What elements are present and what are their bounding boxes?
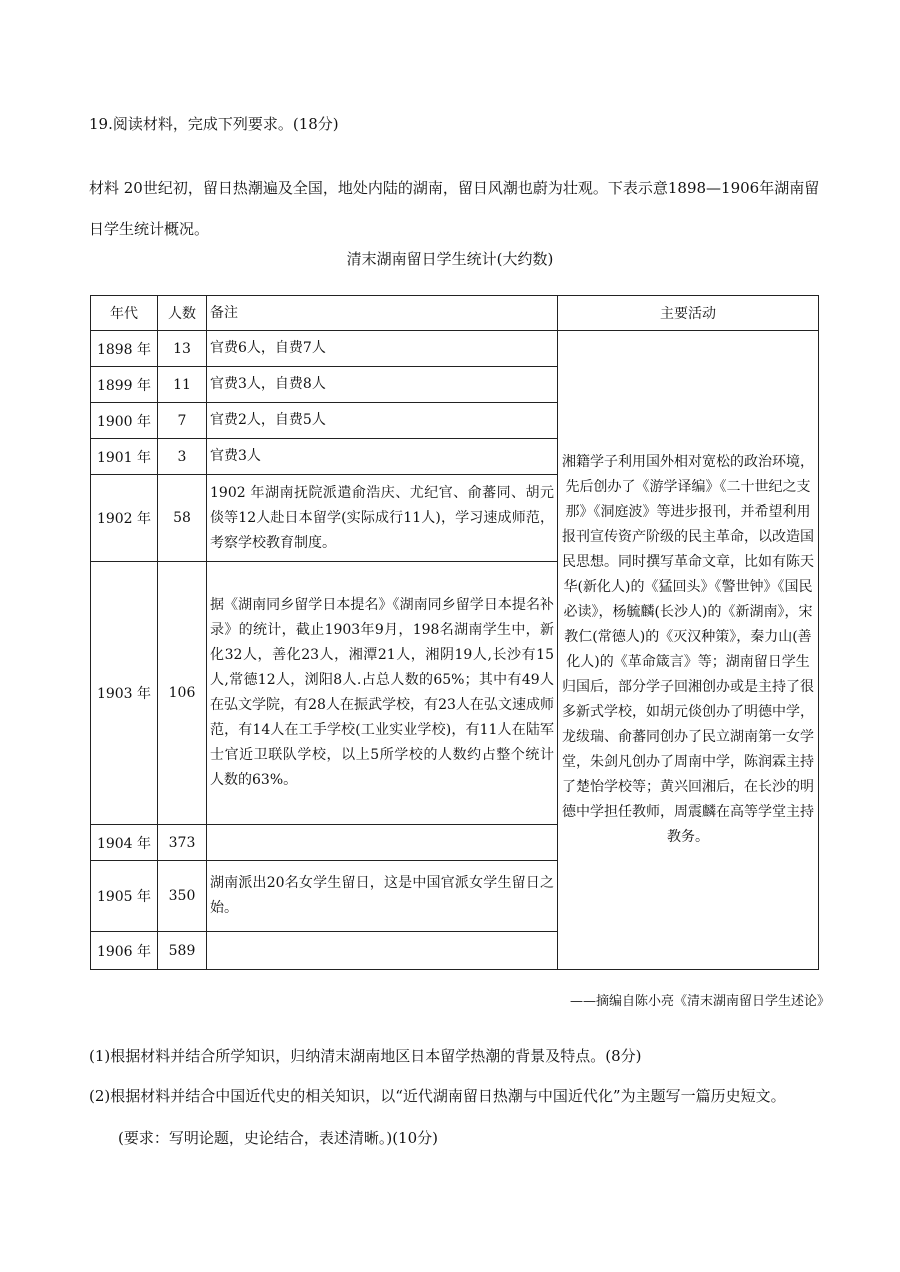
- row-year: 1898 年: [91, 331, 158, 367]
- header-count: 人数: [158, 296, 207, 331]
- header-activity: 主要活动: [558, 296, 819, 331]
- activity-cell: 湘籍学子利用国外相对宽松的政治环境，先后创办了《游学译编》《二十世纪之支那》《洞庭波》等进步报刊，并希望利用报刊宣传资产阶级的民主革命，以改造国民思想。同时撰写革命文章，比如有陈天华(新化人)的《猛回头》《警世钟》《国民必读》，杨毓麟(长沙人)的《新湖南》，宋教仁(常德人)的《灭汉种策》，秦力山(善化人)的《革命箴言》等；湖南留日学生归国后，部分学子回湘创办或是主持了很多新式学校，如胡元倓创办了明德中学，龙绂瑞、俞蕃同创办了民立湖南第一女学堂，朱剑凡创办了周南中学，陈润霖主持了楚怡学校等；黄兴回湘后，在长沙的明德中学担任教师，周震麟在高等学堂主持教务。: [558, 331, 819, 970]
- row-note: 官费3人: [207, 439, 558, 475]
- row-note: 湖南派出20名女学生留日，这是中国官派女学生留日之始。: [207, 861, 558, 932]
- table-header-row: [91, 296, 819, 331]
- row-note: 官费2人，自费5人: [207, 403, 558, 439]
- row-note: 1902 年湖南抚院派遣俞浩庆、尤纪官、俞蕃同、胡元倓等12人赴日本留学(实际成行11人)，学习速成师范，考察学校教育制度。: [207, 475, 558, 562]
- row-year: 1906 年: [91, 932, 158, 970]
- material-text: 材料 20世纪初，留日热潮遍及全国，地处内陆的湖南，留日风潮也蔚为壮观。下表示意1898—1906年湖南留日学生统计概况。: [89, 179, 820, 238]
- requirement-2-note: (要求：写明论题，史论结合，表述清晰。)(10分): [118, 1129, 438, 1147]
- row-count: 13: [158, 331, 207, 367]
- requirement-1: (1)根据材料并结合所学知识，归纳清末湖南地区日本留学热潮的背景及特点。(8分): [89, 1047, 642, 1065]
- row-year: 1905 年: [91, 861, 158, 932]
- row-note: 官费6人，自费7人: [207, 331, 558, 367]
- question-title: 19.阅读材料，完成下列要求。(18分): [89, 115, 339, 133]
- row-note: 官费3人，自费8人: [207, 367, 558, 403]
- row-note: [207, 932, 558, 970]
- row-note: [207, 825, 558, 861]
- row-note: 据《湖南同乡留学日本提名》《湖南同乡留学日本提名补录》的统计，截止1903年9月，198名湖南学生中，新化32人，善化23人，湘潭21人，湘阴19人,长沙有15人,常德12人，浏阳8人.占总人数的65%；其中有49人在弘文学院，有28人在振武学校，有23人在弘文速成师范，有14人在工手学校(工业实业学校)，有11人在陆军士官近卫联队学校，以上5所学校的人数约占整个统计人数的63%。: [207, 562, 558, 825]
- table-row: [91, 331, 819, 367]
- table-title: 清末湖南留日学生统计(大约数): [346, 250, 554, 268]
- row-count: 350: [158, 861, 207, 932]
- row-count: 106: [158, 562, 207, 825]
- row-year: 1904 年: [91, 825, 158, 861]
- row-year: 1899 年: [91, 367, 158, 403]
- table-source: ——摘编自陈小亮《清末湖南留日学生述论》: [569, 994, 830, 1009]
- row-count: 58: [158, 475, 207, 562]
- row-year: 1902 年: [91, 475, 158, 562]
- header-note: 备注: [207, 296, 558, 331]
- row-count: 7: [158, 403, 207, 439]
- row-count: 3: [158, 439, 207, 475]
- row-count: 373: [158, 825, 207, 861]
- row-year: 1903 年: [91, 562, 158, 825]
- row-count: 11: [158, 367, 207, 403]
- row-year: 1900 年: [91, 403, 158, 439]
- header-year: 年代: [91, 296, 158, 331]
- stats-table: [90, 295, 819, 970]
- row-year: 1901 年: [91, 439, 158, 475]
- row-count: 589: [158, 932, 207, 970]
- requirement-2: (2)根据材料并结合中国近代史的相关知识，以“近代湖南留日热潮与中国近代化”为主题写一篇历史短文。: [89, 1087, 786, 1105]
